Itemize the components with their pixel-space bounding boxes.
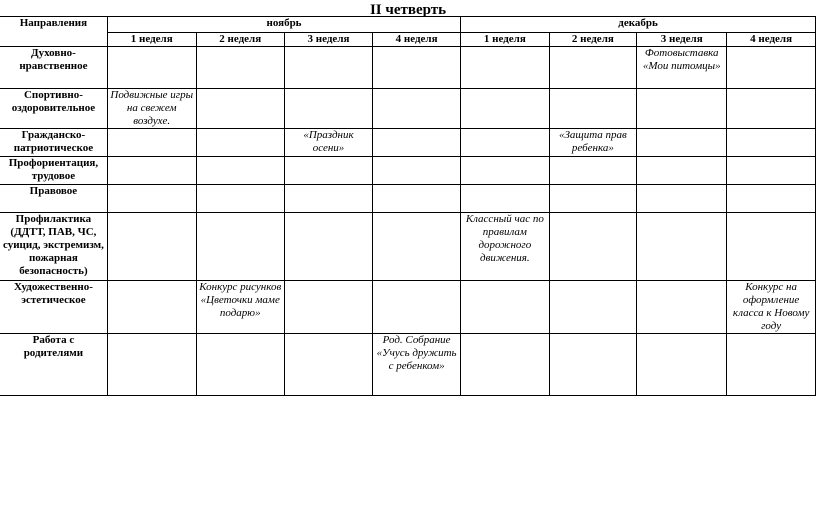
month-header-december: декабрь xyxy=(461,17,816,33)
event-cell xyxy=(373,89,461,129)
event-cell xyxy=(637,89,727,129)
plan-table xyxy=(0,16,816,396)
event-cell xyxy=(549,157,637,185)
week-header: 3 неделя xyxy=(637,33,727,47)
header-row-weeks xyxy=(0,33,816,47)
event-cell xyxy=(637,157,727,185)
week-header: 1 неделя xyxy=(107,33,196,47)
event-cell: Конкурс рисунков «Цветочки маме подарю» xyxy=(196,281,284,334)
table-row xyxy=(0,47,816,89)
week-header: 3 неделя xyxy=(284,33,372,47)
event-cell xyxy=(637,129,727,157)
event-cell xyxy=(373,185,461,213)
event-cell xyxy=(637,185,727,213)
event-cell xyxy=(461,334,549,396)
event-cell xyxy=(549,281,637,334)
table-row xyxy=(0,281,816,334)
event-cell xyxy=(373,281,461,334)
event-cell xyxy=(373,47,461,89)
event-cell: Род. Собрание «Учусь дружить с ребенком» xyxy=(373,334,461,396)
month-header-november: ноябрь xyxy=(107,17,460,33)
event-cell xyxy=(461,47,549,89)
event-cell xyxy=(196,334,284,396)
event-cell xyxy=(196,185,284,213)
table-row xyxy=(0,89,816,129)
event-cell xyxy=(284,47,372,89)
event-cell xyxy=(727,334,816,396)
event-cell xyxy=(107,213,196,281)
event-cell xyxy=(727,185,816,213)
event-cell xyxy=(637,213,727,281)
event-cell xyxy=(373,157,461,185)
event-cell xyxy=(107,281,196,334)
event-cell xyxy=(549,334,637,396)
event-cell xyxy=(461,129,549,157)
event-cell xyxy=(107,47,196,89)
event-cell xyxy=(284,185,372,213)
table-row xyxy=(0,129,816,157)
week-header: 4 неделя xyxy=(373,33,461,47)
event-cell xyxy=(284,334,372,396)
event-cell xyxy=(196,157,284,185)
directions-header: Направления xyxy=(0,17,107,47)
page-title: II четверть xyxy=(369,2,447,18)
plan-sheet xyxy=(0,16,816,396)
week-header: 2 неделя xyxy=(549,33,637,47)
event-cell xyxy=(727,157,816,185)
event-cell xyxy=(461,185,549,213)
table-row xyxy=(0,185,816,213)
week-header: 1 неделя xyxy=(461,33,549,47)
event-cell xyxy=(284,213,372,281)
event-cell xyxy=(107,185,196,213)
event-cell xyxy=(637,334,727,396)
event-cell xyxy=(549,185,637,213)
event-cell xyxy=(549,47,637,89)
event-cell xyxy=(107,334,196,396)
table-row xyxy=(0,213,816,281)
direction-cell: Спортивно-оздоровительное xyxy=(0,89,107,129)
event-cell xyxy=(727,89,816,129)
event-cell: Подвижные игры на свежем воздухе. xyxy=(107,89,196,129)
table-row xyxy=(0,334,816,396)
week-header: 4 неделя xyxy=(727,33,816,47)
event-cell xyxy=(727,129,816,157)
event-cell xyxy=(461,157,549,185)
event-cell xyxy=(196,47,284,89)
event-cell xyxy=(284,89,372,129)
direction-cell: Профориентация, трудовое xyxy=(0,157,107,185)
event-cell xyxy=(727,213,816,281)
event-cell xyxy=(549,213,637,281)
event-cell: Конкурс на оформление класса к Новому году xyxy=(727,281,816,334)
event-cell xyxy=(196,89,284,129)
table-row xyxy=(0,157,816,185)
direction-cell: Гражданско-патриотическое xyxy=(0,129,107,157)
event-cell xyxy=(196,213,284,281)
event-cell xyxy=(461,89,549,129)
event-cell xyxy=(284,157,372,185)
header-row-months xyxy=(0,17,816,33)
week-header: 2 неделя xyxy=(196,33,284,47)
direction-cell: Профилактика (ДДТТ, ПАВ, ЧС, суицид, экстремизм, пожарная безопасность) xyxy=(0,213,107,281)
direction-cell: Художественно-эстетическое xyxy=(0,281,107,334)
event-cell xyxy=(461,281,549,334)
event-cell xyxy=(549,89,637,129)
event-cell xyxy=(373,213,461,281)
event-cell xyxy=(196,129,284,157)
event-cell: «Защита прав ребенка» xyxy=(549,129,637,157)
event-cell: «Праздник осени» xyxy=(284,129,372,157)
direction-cell: Духовно-нравственное xyxy=(0,47,107,89)
event-cell xyxy=(107,157,196,185)
event-cell xyxy=(637,281,727,334)
event-cell xyxy=(284,281,372,334)
event-cell xyxy=(107,129,196,157)
event-cell: Классный час по правилам дорожного движения. xyxy=(461,213,549,281)
event-cell xyxy=(373,129,461,157)
direction-cell: Правовое xyxy=(0,185,107,213)
event-cell xyxy=(727,47,816,89)
direction-cell: Работа с родителями xyxy=(0,334,107,396)
event-cell: Фотовыставка «Мои питомцы» xyxy=(637,47,727,89)
